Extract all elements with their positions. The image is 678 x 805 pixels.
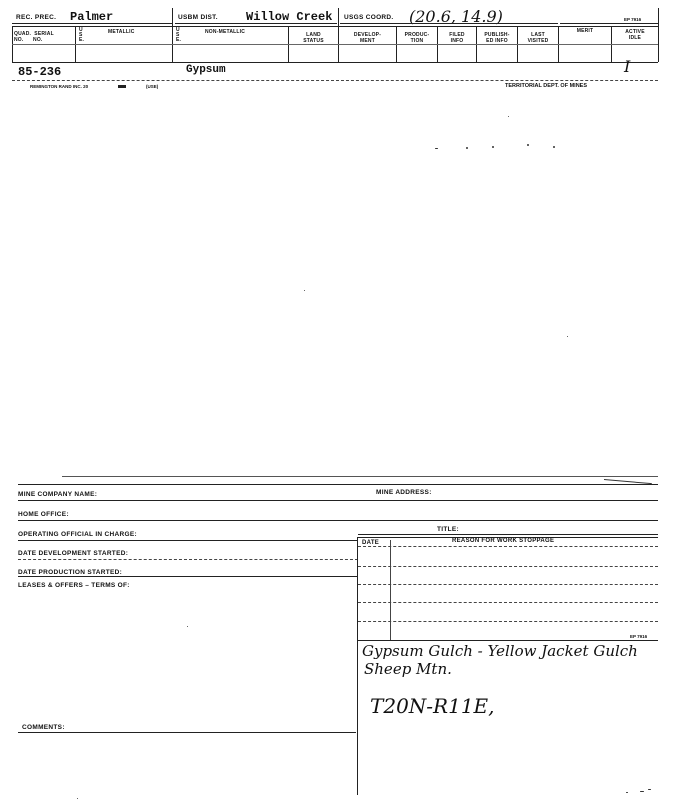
mine-company-name-label: MINE COMPANY NAME: [18, 491, 98, 498]
home-office-label: HOME OFFICE: [18, 511, 69, 518]
quad-serial-caption: QUAD. SERIAL NO. NO. [14, 31, 54, 43]
rec-prec-label: REC. PREC. [16, 14, 57, 21]
use-metallic-caption: U S E. [79, 27, 85, 43]
date-production-started-label: DATE PRODUCTION STARTED: [18, 569, 123, 576]
use-nonmetallic-caption: U S E. [176, 27, 182, 43]
published-info-caption: PUBLISH- ED INFO [484, 32, 510, 44]
printer-mark [118, 85, 126, 88]
nonmetallic-caption: NON-METALLIC [205, 29, 246, 35]
usbm-dist-label: USBM DIST. [178, 14, 218, 21]
quad-serial-value: 85-236 [18, 65, 62, 79]
form-number-bottom: EP 7916 [630, 634, 648, 639]
leases-offers-label: LEASES & OFFERS – TERMS OF: [18, 582, 130, 589]
active-idle-caption: ACTIVE IDLE [625, 29, 645, 41]
printer-credit: REMINGTON RAND INC. 20 [30, 84, 89, 89]
rec-prec-value: Palmer [70, 10, 114, 24]
usgs-coord-label: USGS COORD. [344, 14, 394, 21]
date-development-started-label: DATE DEVELOPMENT STARTED: [18, 550, 129, 557]
form-number-top: EP 7916 [624, 17, 642, 22]
comments-label: COMMENTS: [22, 724, 65, 731]
active-idle-value: I [624, 57, 631, 76]
handwritten-township-range: T20N-R11E, [370, 694, 495, 718]
merit-caption: MERIT [576, 28, 594, 34]
mine-address-label: MINE ADDRESS: [376, 489, 432, 496]
nonmetallic-value: Gypsum [186, 64, 226, 76]
usbm-dist-value: Willow Creek [246, 10, 333, 24]
use-code: (USE) [146, 84, 159, 89]
handwritten-mountain: Sheep Mtn. [364, 660, 452, 678]
metallic-caption: METALLIC [108, 29, 135, 35]
last-visited-caption: LAST VISITED [527, 32, 549, 44]
department-name: TERRITORIAL DEPT. OF MINES [505, 83, 587, 89]
date-column-label: DATE [362, 540, 380, 546]
production-caption: PRODUC- TION [404, 32, 430, 44]
filed-info-caption: FILED INFO [449, 32, 465, 44]
handwritten-location: Gypsum Gulch - Yellow Jacket Gulch [362, 642, 638, 660]
land-status-caption: LAND STATUS [303, 32, 324, 44]
operating-official-label: OPERATING OFFICIAL IN CHARGE: [18, 531, 137, 538]
title-label: TITLE: [437, 526, 460, 533]
usgs-coord-value: (20.6, 14.9) [409, 7, 503, 26]
reason-column-label: REASON FOR WORK STOPPAGE [452, 538, 555, 544]
development-caption: DEVELOP- MENT [353, 32, 382, 44]
